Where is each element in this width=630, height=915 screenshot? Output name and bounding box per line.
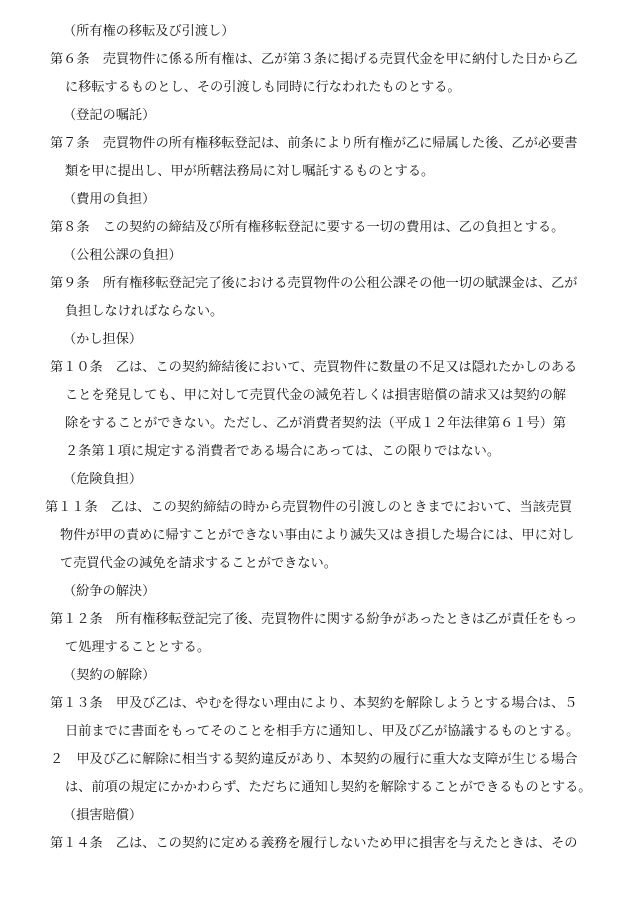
- heading-transfer-of-ownership: （所有権の移転及び引渡し）: [63, 24, 235, 39]
- article-8-line-1: 第８条 この契約の締結及び所有権移転登記に要する一切の費用は、乙の負担とする。: [50, 220, 565, 235]
- heading-damages: （損害賠償）: [63, 808, 143, 823]
- article-10-line-4: ２条第１項に規定する消費者である場合にあっては、この限りではない。: [65, 444, 501, 459]
- heading-contract-termination: （契約の解除）: [63, 668, 156, 683]
- article-14-line-1: 第１４条 乙は、この契約に定める義務を履行しないため甲に損害を与えたときは、その: [50, 836, 578, 851]
- article-6-line-2: に移転するものとし、その引渡しも同時に行なわれたものとする。: [65, 80, 461, 95]
- heading-public-charges: （公租公課の負担）: [63, 248, 182, 263]
- article-13-line-1: 第１３条 甲及び乙は、やむを得ない理由により、本契約を解除しようとする場合は、５: [50, 696, 578, 711]
- article-12-line-1: 第１２条 所有権移転登記完了後、売買物件に関する紛争があったときは乙が責任をもっ: [50, 612, 578, 627]
- article-13-para-2-line-1: ２ 甲及び乙に解除に相当する契約違反があり、本契約の履行に重大な支障が生じる場合: [50, 752, 578, 767]
- article-10-line-2: ことを発見しても、甲に対して売買代金の減免若しくは損害賠償の請求又は契約の解: [65, 388, 567, 403]
- article-9-line-1: 第９条 所有権移転登記完了後における売買物件の公租公課その他一切の賦課金は、乙が: [50, 276, 578, 291]
- article-11-line-2: 物件が甲の責めに帰すことができない事由により滅失又はき損した場合には、甲に対し: [60, 528, 575, 543]
- article-6-line-1: 第６条 売買物件に係る所有権は、乙が第３条に掲げる売買代金を甲に納付した日から乙: [50, 52, 578, 67]
- article-13-line-2: 日前までに書面をもってそのことを相手方に通知し、甲及び乙が協議するものとする。: [65, 724, 580, 739]
- article-11-line-1: 第１１条 乙は、この契約締結の時から売買物件の引渡しのときまでにおいて、当該売買: [45, 500, 573, 515]
- article-7-line-1: 第７条 売買物件の所有権移転登記は、前条により所有権が乙に帰属した後、乙が必要書: [50, 136, 578, 151]
- article-12-line-2: て処理することとする。: [65, 640, 211, 655]
- heading-defect-warranty: （かし担保）: [63, 332, 143, 347]
- heading-risk-bearing: （危険負担）: [63, 472, 143, 487]
- article-10-line-3: 除をすることができない。ただし、乙が消費者契約法（平成１２年法律第６１号）第: [65, 416, 567, 431]
- heading-registration-commission: （登記の嘱託）: [63, 108, 156, 123]
- article-11-line-3: て売買代金の減免を請求することができない。: [60, 556, 337, 571]
- article-13-para-2-line-2: は、前項の規定にかかわらず、ただちに通知し契約を解除することができるものとする。: [65, 780, 592, 795]
- heading-dispute-resolution: （紛争の解決）: [63, 584, 156, 599]
- article-7-line-2: 類を甲に提出し、甲が所轄法務局に対し嘱託するものとする。: [65, 164, 435, 179]
- heading-burden-of-costs: （費用の負担）: [63, 192, 156, 207]
- article-10-line-1: 第１０条 乙は、この契約締結後において、売買物件に数量の不足又は隠れたかしのある: [50, 360, 578, 375]
- article-9-line-2: 負担しなければならない。: [65, 304, 224, 319]
